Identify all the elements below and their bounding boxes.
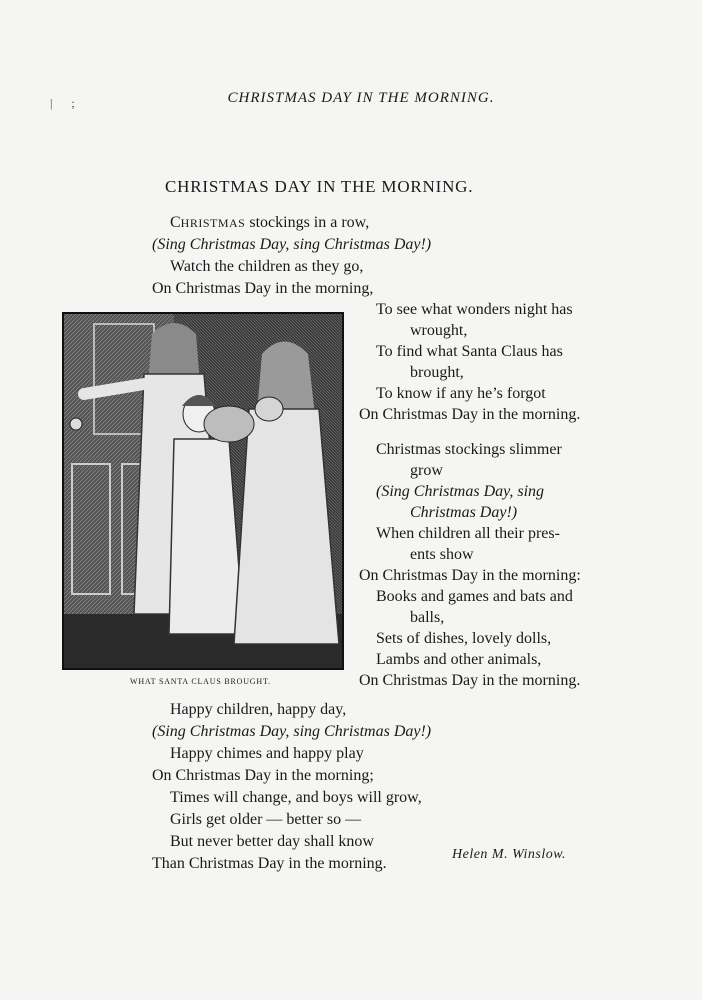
stanza3-line3: Happy chimes and happy play: [170, 745, 364, 762]
stanza1-line2: (Sing Christmas Day, sing Christmas Day!): [152, 236, 432, 253]
stanza2-line1-cont: grow: [410, 462, 443, 479]
stanza2-line7: Lambs and other animals,: [376, 651, 542, 668]
stanza1-line3: Watch the children as they go,: [170, 258, 364, 275]
stanza1-line7: To know if any he’s forgot: [376, 385, 546, 402]
stanza1-line1: [170, 213, 369, 233]
author-signature: Helen M. Winslow.: [452, 847, 567, 862]
stanza3-line1: Happy children, happy day,: [170, 701, 347, 718]
stanza3-line4: On Christmas Day in the morning;: [152, 767, 374, 784]
stanza1-line1-rest: stockings in a row,: [245, 214, 370, 231]
stanza2-line2: (Sing Christmas Day, sing: [376, 483, 545, 500]
stanza2-line8: On Christmas Day in the morning.: [359, 672, 581, 689]
stanza2-line1: Christmas stockings slimmer: [376, 441, 562, 458]
stanza2-line2-cont: Christmas Day!): [410, 504, 518, 521]
stanza3-line7: But never better day shall know: [170, 833, 374, 850]
stanza2-line5: Books and games and bats and: [376, 588, 573, 605]
stanza3-line8: Than Christmas Day in the morning.: [152, 855, 387, 872]
illustration-caption: WHAT SANTA CLAUS BROUGHT.: [130, 677, 271, 686]
stanza3-line2: (Sing Christmas Day, sing Christmas Day!): [152, 723, 432, 740]
stanza2-line3: When children all their pres-: [376, 525, 560, 542]
running-head: CHRISTMAS DAY IN THE MORNING.: [227, 90, 495, 106]
illustration-children-at-door: [62, 312, 344, 670]
stanza2-line3-cont: ents show: [410, 546, 474, 563]
small-caps-word: HRISTMAS: [180, 216, 246, 230]
stanza1-line6-cont: brought,: [410, 364, 464, 381]
stanza1-line6: To find what Santa Claus has: [376, 343, 563, 360]
stanza3-line6: Girls get older — better so —: [170, 811, 362, 828]
margin-marks: | ;: [50, 96, 83, 110]
stanza1-line8: On Christmas Day in the morning.: [359, 406, 581, 423]
stanza2-line6: Sets of dishes, lovely dolls,: [376, 630, 552, 647]
stanza1-line5-cont: wrought,: [410, 322, 468, 339]
poem-title: CHRISTMAS DAY IN THE MORNING.: [165, 177, 474, 196]
stanza2-line5-cont: balls,: [410, 609, 445, 626]
stanza2-line4: On Christmas Day in the morning:: [359, 567, 581, 584]
stanza1-line4: On Christmas Day in the morning,: [152, 280, 374, 297]
drop-cap: C: [170, 214, 181, 231]
stanza3-line5: Times will change, and boys will grow,: [170, 789, 422, 806]
stanza1-line5: To see what wonders night has: [376, 301, 573, 318]
